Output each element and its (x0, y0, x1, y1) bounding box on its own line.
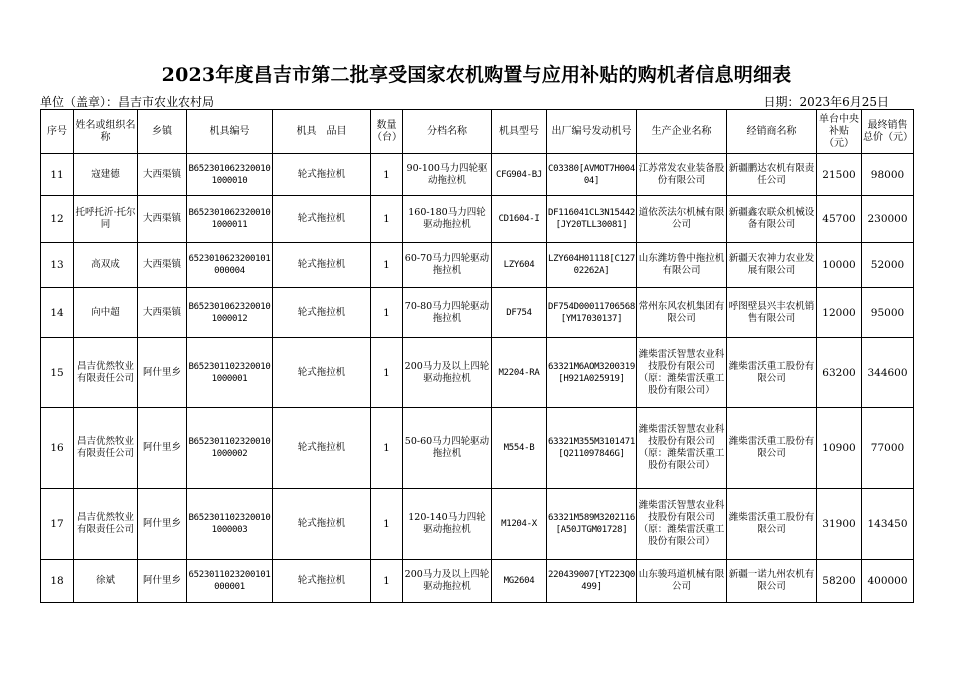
cell-subsidy: 63200 (817, 338, 862, 408)
header-seq: 序号 (41, 110, 74, 154)
header-grade: 分档名称 (403, 110, 492, 154)
cell-name: 向中超 (74, 288, 138, 338)
header-model: 机具型号 (492, 110, 547, 154)
cell-machine-no: B6523010623200101000011 (187, 196, 273, 243)
cell-price: 98000 (862, 154, 914, 196)
cell-dealer: 新疆鑫农联众机械设备有限公司 (727, 196, 817, 243)
cell-maker: 潍柴雷沃智慧农业科技股份有限公司（原：潍柴雷沃重工股份有限公司） (637, 489, 727, 560)
cell-grade: 160-180马力四轮驱动拖拉机 (403, 196, 492, 243)
header-dealer: 经销商名称 (727, 110, 817, 154)
cell-factory-no: DF116041CL3N15442[JY20TLL30081] (547, 196, 637, 243)
cell-model: M554-B (492, 408, 547, 489)
cell-machine-no: B6523011023200101000003 (187, 489, 273, 560)
cell-factory-no: C03380[AVMOT7H00404] (547, 154, 637, 196)
cell-town: 大西渠镇 (138, 288, 187, 338)
page-title: 2023年度昌吉市第二批享受国家农机购置与应用补贴的购机者信息明细表 (161, 64, 792, 86)
cell-grade: 120-140马力四轮驱动拖拉机 (403, 489, 492, 560)
date-value: 2023年6月25日 (799, 95, 889, 109)
cell-machine-no: B6523010623200101000012 (187, 288, 273, 338)
cell-town: 阿什里乡 (138, 338, 187, 408)
header-price: 最终销售总价（元） (862, 110, 914, 154)
cell-item: 轮式拖拉机 (273, 489, 371, 560)
cell-town: 阿什里乡 (138, 560, 187, 603)
cell-grade: 90-100马力四轮驱动拖拉机 (403, 154, 492, 196)
cell-grade: 50-60马力四轮驱动拖拉机 (403, 408, 492, 489)
cell-dealer: 呼图壁县兴丰农机销售有限公司 (727, 288, 817, 338)
cell-price: 77000 (862, 408, 914, 489)
cell-grade: 70-80马力四轮驱动拖拉机 (403, 288, 492, 338)
cell-maker: 山东潍坊鲁中拖拉机有限公司 (637, 243, 727, 288)
cell-model: M2204-RA (492, 338, 547, 408)
cell-maker: 潍柴雷沃智慧农业科技股份有限公司（原：潍柴雷沃重工股份有限公司） (637, 408, 727, 489)
cell-qty: 1 (371, 154, 403, 196)
cell-item: 轮式拖拉机 (273, 288, 371, 338)
cell-name: 寇建德 (74, 154, 138, 196)
cell-seq: 13 (41, 243, 74, 288)
cell-dealer: 潍柴雷沃重工股份有限公司 (727, 489, 817, 560)
cell-machine-no: B6523011023200101000001 (187, 338, 273, 408)
header-subsidy: 单台中央补贴（元） (817, 110, 862, 154)
subsidy-table (40, 109, 914, 603)
cell-qty: 1 (371, 560, 403, 603)
cell-machine-no: B6523011023200101000002 (187, 408, 273, 489)
table-row (41, 288, 914, 338)
unit-label: 单位（盖章）： (40, 95, 119, 109)
cell-maker: 山东骏玛道机械有限公司 (637, 560, 727, 603)
cell-subsidy: 10900 (817, 408, 862, 489)
cell-factory-no: 63321M589M3202116[A50JTGM01728] (547, 489, 637, 560)
cell-town: 大西渠镇 (138, 243, 187, 288)
cell-seq: 12 (41, 196, 74, 243)
header-qty: 数量（台） (371, 110, 403, 154)
cell-model: DF754 (492, 288, 547, 338)
cell-name: 昌吉优然牧业有限责任公司 (74, 408, 138, 489)
cell-machine-no: 6523010623200101000004 (187, 243, 273, 288)
cell-seq: 15 (41, 338, 74, 408)
unit-value: 昌吉市农业农村局 (118, 95, 215, 109)
header-town: 乡镇 (138, 110, 187, 154)
table-row (41, 243, 914, 288)
cell-qty: 1 (371, 288, 403, 338)
cell-item: 轮式拖拉机 (273, 196, 371, 243)
cell-seq: 18 (41, 560, 74, 603)
cell-item: 轮式拖拉机 (273, 560, 371, 603)
cell-town: 阿什里乡 (138, 489, 187, 560)
table-row (41, 154, 914, 196)
cell-qty: 1 (371, 489, 403, 560)
cell-seq: 11 (41, 154, 74, 196)
cell-model: MG2604 (492, 560, 547, 603)
cell-maker: 江苏常发农业装备股份有限公司 (637, 154, 727, 196)
header-name: 姓名或组织名称 (74, 110, 138, 154)
cell-dealer: 新疆一诺九州农机有限公司 (727, 560, 817, 603)
cell-dealer: 潍柴雷沃重工股份有限公司 (727, 338, 817, 408)
cell-subsidy: 12000 (817, 288, 862, 338)
header-item: 机具 品目 (273, 110, 371, 154)
cell-subsidy: 21500 (817, 154, 862, 196)
cell-qty: 1 (371, 196, 403, 243)
header-row (41, 110, 914, 154)
cell-factory-no: 220439007[YT223Q0499] (547, 560, 637, 603)
cell-grade: 200马力及以上四轮驱动拖拉机 (403, 560, 492, 603)
cell-item: 轮式拖拉机 (273, 408, 371, 489)
cell-item: 轮式拖拉机 (273, 338, 371, 408)
cell-model: CFG904-BJ (492, 154, 547, 196)
cell-grade: 200马力及以上四轮驱动拖拉机 (403, 338, 492, 408)
cell-maker: 常州东风农机集团有限公司 (637, 288, 727, 338)
table-row (41, 196, 914, 243)
cell-model: LZY604 (492, 243, 547, 288)
cell-qty: 1 (371, 243, 403, 288)
cell-name: 托呼托沂·托尔同 (74, 196, 138, 243)
cell-price: 344600 (862, 338, 914, 408)
cell-machine-no: B6523010623200101000010 (187, 154, 273, 196)
cell-dealer: 新疆鹏达农机有限责任公司 (727, 154, 817, 196)
table-row (41, 338, 914, 408)
cell-price: 143450 (862, 489, 914, 560)
cell-machine-no: 6523011023200101000001 (187, 560, 273, 603)
cell-item: 轮式拖拉机 (273, 154, 371, 196)
cell-name: 徐斌 (74, 560, 138, 603)
cell-grade: 60-70马力四轮驱动拖拉机 (403, 243, 492, 288)
cell-factory-no: DF754D00011706568[YM17030137] (547, 288, 637, 338)
cell-subsidy: 31900 (817, 489, 862, 560)
unit-line (40, 93, 214, 110)
cell-price: 400000 (862, 560, 914, 603)
header-factory-no: 出厂编号发动机号 (547, 110, 637, 154)
cell-town: 大西渠镇 (138, 196, 187, 243)
cell-qty: 1 (371, 408, 403, 489)
cell-name: 昌吉优然牧业有限责任公司 (74, 338, 138, 408)
cell-model: CD1604-I (492, 196, 547, 243)
cell-factory-no: 63321M355M3101471[Q211097846G] (547, 408, 637, 489)
header-maker: 生产企业名称 (637, 110, 727, 154)
cell-qty: 1 (371, 338, 403, 408)
cell-name: 昌吉优然牧业有限责任公司 (74, 489, 138, 560)
cell-seq: 14 (41, 288, 74, 338)
cell-subsidy: 45700 (817, 196, 862, 243)
cell-town: 大西渠镇 (138, 154, 187, 196)
date-line (764, 93, 889, 110)
cell-price: 230000 (862, 196, 914, 243)
table-row (41, 489, 914, 560)
cell-price: 95000 (862, 288, 914, 338)
cell-town: 阿什里乡 (138, 408, 187, 489)
table-row (41, 408, 914, 489)
cell-price: 52000 (862, 243, 914, 288)
cell-dealer: 潍柴雷沃重工股份有限公司 (727, 408, 817, 489)
cell-factory-no: 63321M6AOM3200319[H921A025919] (547, 338, 637, 408)
cell-model: M1204-X (492, 489, 547, 560)
cell-seq: 16 (41, 408, 74, 489)
header-machine-no: 机具编号 (187, 110, 273, 154)
cell-subsidy: 10000 (817, 243, 862, 288)
table-row (41, 560, 914, 603)
cell-name: 高双成 (74, 243, 138, 288)
cell-dealer: 新疆天农神力农业发展有限公司 (727, 243, 817, 288)
date-label: 日期： (763, 95, 800, 109)
cell-item: 轮式拖拉机 (273, 243, 371, 288)
cell-maker: 道依茨法尔机械有限公司 (637, 196, 727, 243)
cell-seq: 17 (41, 489, 74, 560)
cell-maker: 潍柴雷沃智慧农业科技股份有限公司（原：潍柴雷沃重工股份有限公司） (637, 338, 727, 408)
cell-subsidy: 58200 (817, 560, 862, 603)
cell-factory-no: LZY604H01118[C12702262A] (547, 243, 637, 288)
